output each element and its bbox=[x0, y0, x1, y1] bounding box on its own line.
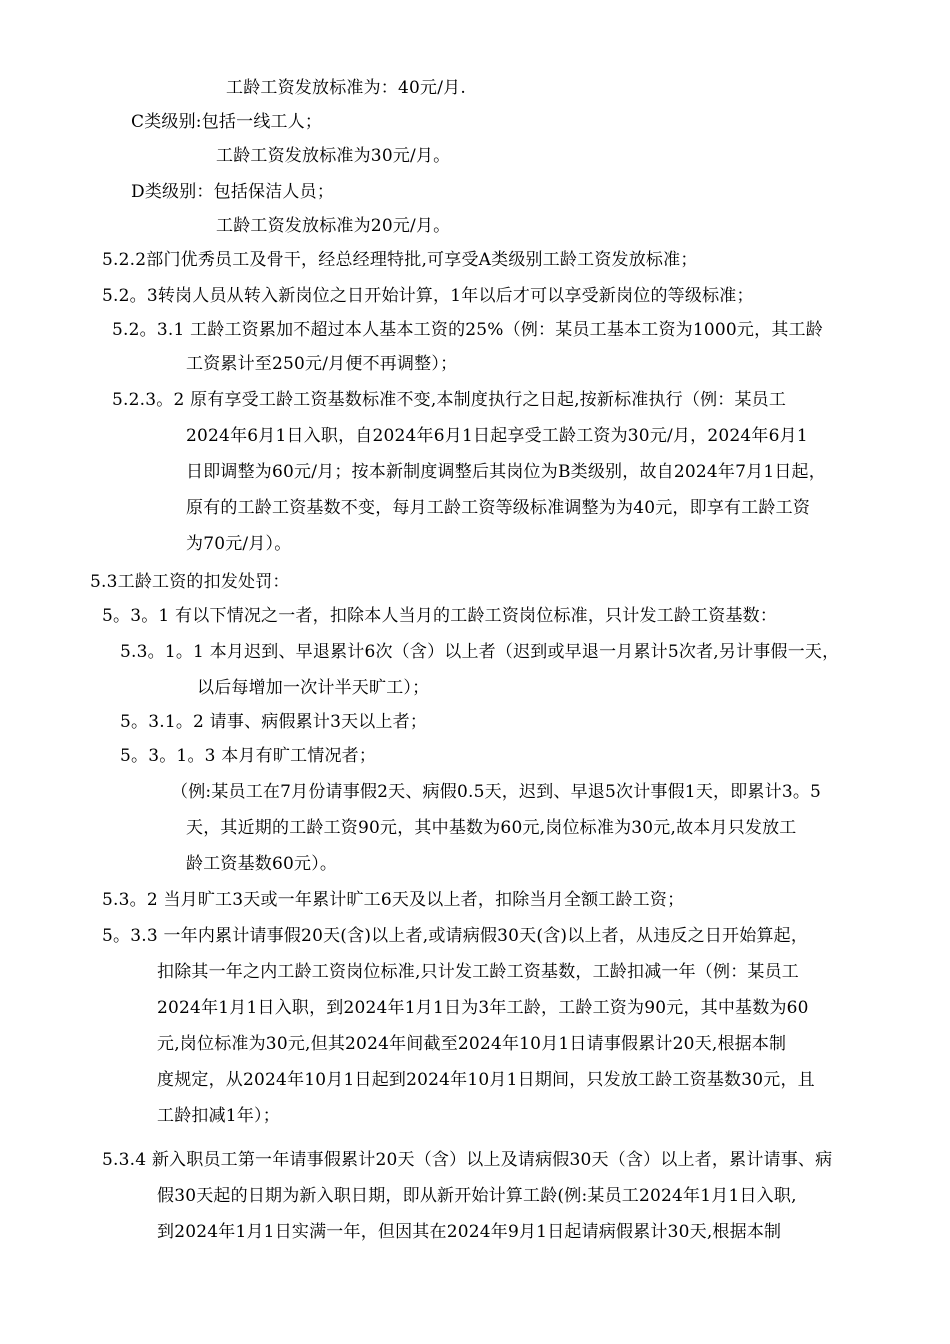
line-5-3-heading: 5.3工龄工资的扣发处罚： bbox=[90, 572, 290, 592]
line-5-3-1-1-cont: 以后每增加一次计半天旷工）； bbox=[197, 678, 430, 698]
line-5-3-4-cont-1: 假30天起的日期为新入职日期，即从新开始计算工龄(例:某员工2024年1月1日入职, bbox=[157, 1186, 797, 1206]
line-5-2-3-2-cont-3: 原有的工龄工资基数不变，每月工龄工资等级标准调整为为40元，即享有工龄工资 bbox=[186, 498, 811, 518]
line-grade-d-title: D类级别：包括保洁人员； bbox=[131, 182, 335, 202]
line-5-2-3-2-cont-4: 为70元/月）。 bbox=[186, 534, 292, 554]
line-5-2-3-1: 5.2。3.1 工龄工资累加不超过本人基本工资的25%（例：某员工基本工资为1000元，其工龄 bbox=[112, 320, 823, 340]
line-example-1-cont-2: 龄工资基数60元）。 bbox=[186, 854, 338, 874]
line-5-3-2: 5.3。2 当月旷工3天或一年累计旷工6天及以上者，扣除当月全额工龄工资； bbox=[102, 890, 685, 910]
line-example-1-cont-1: 天，其近期的工龄工资90元，其中基数为60元,岗位标准为30元,故本月只发放工 bbox=[186, 818, 797, 838]
line-5-3-1: 5。3。1 有以下情况之一者，扣除本人当月的工龄工资岗位标准，只计发工龄工资基数： bbox=[102, 606, 778, 626]
line-5-3-1-2: 5。3.1。2 请事、病假累计3天以上者； bbox=[120, 712, 428, 732]
line-5-2-3-2-cont-1: 2024年6月1日入职，自2024年6月1日起享受工龄工资为30元/月，2024年6月1 bbox=[186, 426, 808, 446]
line-5-2-3: 5.2。3转岗人员从转入新岗位之日开始计算，1年以后才可以享受新岗位的等级标准； bbox=[102, 286, 754, 306]
line-5-3-3-cont-5: 工龄扣减1年）； bbox=[157, 1106, 280, 1126]
line-5-2-3-1-cont: 工资累计至250元/月便不再调整）； bbox=[186, 354, 458, 374]
line-grade-c-title: C类级别:包括一线工人； bbox=[131, 112, 323, 132]
line-5-3-3-cont-3: 元,岗位标准为30元,但其2024年间截至2024年10月1日请事假累计20天,根据本制 bbox=[157, 1034, 787, 1054]
line-5-3-3-cont-2: 2024年1月1日入职，到2024年1月1日为3年工龄，工龄工资为90元，其中基数为60 bbox=[157, 998, 809, 1018]
line-5-2-3-2-cont-2: 日即调整为60元/月；按本新制度调整后其岗位为B类级别，故自2024年7月1日起， bbox=[186, 462, 826, 482]
line-5-3-1-3: 5。3。1。3 本月有旷工情况者； bbox=[120, 746, 377, 766]
line-grade-b-standard: 工龄工资发放标准为：40元/月. bbox=[226, 78, 466, 98]
line-grade-d-standard: 工龄工资发放标准为20元/月。 bbox=[216, 216, 451, 236]
line-5-3-4-cont-2: 到2024年1月1日实满一年，但因其在2024年9月1日起请病假累计30天,根据本制 bbox=[157, 1222, 782, 1242]
line-grade-c-standard: 工龄工资发放标准为30元/月。 bbox=[216, 146, 451, 166]
line-5-3-3-cont-4: 度规定，从2024年10月1日起到2024年10月1日期间，只发放工龄工资基数30元，且 bbox=[157, 1070, 815, 1090]
line-5-3-3: 5。3.3 一年内累计请事假20天(含)以上者,或请病假30天(含)以上者，从违反之日开始算起， bbox=[102, 926, 809, 946]
line-5-2-3-2: 5.2.3。2 原有享受工龄工资基数标准不变,本制度执行之日起,按新标准执行（例：某员工 bbox=[112, 390, 787, 410]
line-5-3-4: 5.3.4 新入职员工第一年请事假累计20天（含）以上及请病假30天（含）以上者，累计请事、病 bbox=[102, 1150, 833, 1170]
line-5-2-2: 5.2.2部门优秀员工及骨干，经总经理特批,可享受A类级别工龄工资发放标准； bbox=[102, 250, 698, 270]
line-example-1: （例:某员工在7月份请事假2天、病假0.5天，迟到、早退5次计事假1天，即累计3。5 bbox=[171, 782, 822, 802]
line-5-3-1-1: 5.3。1。1 本月迟到、早退累计6次（含）以上者（迟到或早退一月累计5次者,另计事假一天， bbox=[120, 642, 840, 662]
line-5-3-3-cont-1: 扣除其一年之内工龄工资岗位标准,只计发工龄工资基数，工龄扣减一年（例：某员工 bbox=[157, 962, 800, 982]
